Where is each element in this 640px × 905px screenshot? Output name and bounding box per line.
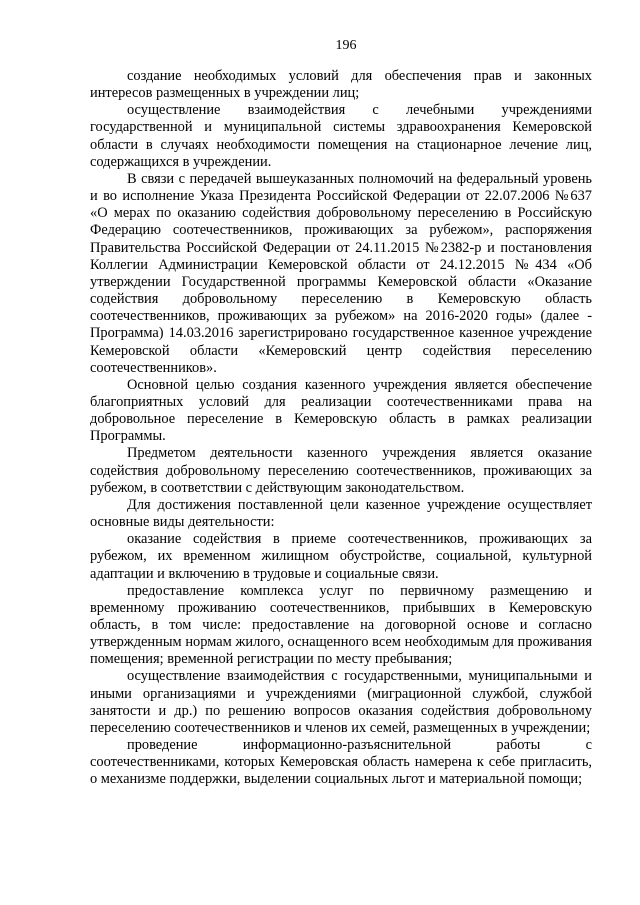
paragraph-reception-assistance: оказание содействия в приеме соотечественников, проживающих за рубежом, их временном жилищном обустройстве, социальной, культурной адаптации и включению в трудовые и социальные связи. — [90, 531, 592, 582]
paragraph-main-goal: Основной целью создания казенного учреждения является обеспечение благоприятных условий для реализации соотечественниками права на добровольное переселение в Кемеровскую область в рамках реализации Программы. — [90, 376, 592, 445]
page-number: 196 — [335, 38, 357, 53]
paragraph-activities-intro: Для достижения поставленной цели казенное учреждение осуществляет основные виды деятельности: — [90, 496, 592, 531]
paragraph-organizations-interaction: осуществление взаимодействия с государственными, муниципальными и иными организациями и учреждениями (миграционной службой, службой занятости и др.) по решению вопросов оказания содействия добровольному переселению соотечественников и членов их семей, размещенных в учреждении; — [90, 668, 592, 736]
paragraph-information-work: проведение информационно-разъяснительной работы с соотечественниками, которых Кемеровская область намерена к себе пригласить, о механизме поддержки, выделении социальных льгот и материальной помощи; — [90, 737, 592, 788]
paragraph-registration: В связи с передачей вышеуказанных полномочий на федеральный уровень и во исполнение Указа Президента Российской Федерации от 22.07.2006 №637 «О мерах по оказанию содействия добровольному переселению в Российскую Федерацию соотечественников, проживающих за рубежом», распоряжения Правительства Российской Федерации от 24.11.2015 №2382-р и постановления Коллегии Администрации Кемеровской области от 24.12.2015 №434 «Об утверждении Государственной программы Кемеровской области «Оказание содействия добровольному переселению в Кемеровскую область соотечественников, проживающих за рубежом» на 2016-2020 годы» (далее - Программа) 14.03.2016 зарегистрировано государственное казенное учреждение Кемеровской области «Кемеровский центр содействия переселению соотечественников». — [90, 170, 592, 376]
document-page — [90, 38, 592, 789]
paragraph-medical-interaction: осуществление взаимодействия с лечебными учреждениями государственной и муниципальной системы здравоохранения Кемеровской области в случаях необходимости помещения на стационарное лечение лиц, содержащихся в учреждении. — [90, 102, 592, 170]
paragraph-rights-conditions: создание необходимых условий для обеспечения прав и законных интересов размещенных в учреждении лиц; — [90, 68, 592, 102]
paragraph-services-complex: предоставление комплекса услуг по первичному размещению и временному проживанию соотечественников, прибывших в Кемеровскую область, в том числе: предоставление на договорной основе и согласно утвержденным нормам жилого, оснащенного всем необходимым для проживания помещения; временной регистрации по месту пребывания; — [90, 582, 592, 668]
paragraph-subject-of-activity: Предметом деятельности казенного учреждения является оказание содействия добровольному переселению соотечественников, проживающих за рубежом, в соответствии с действующим законодательством. — [90, 445, 592, 496]
